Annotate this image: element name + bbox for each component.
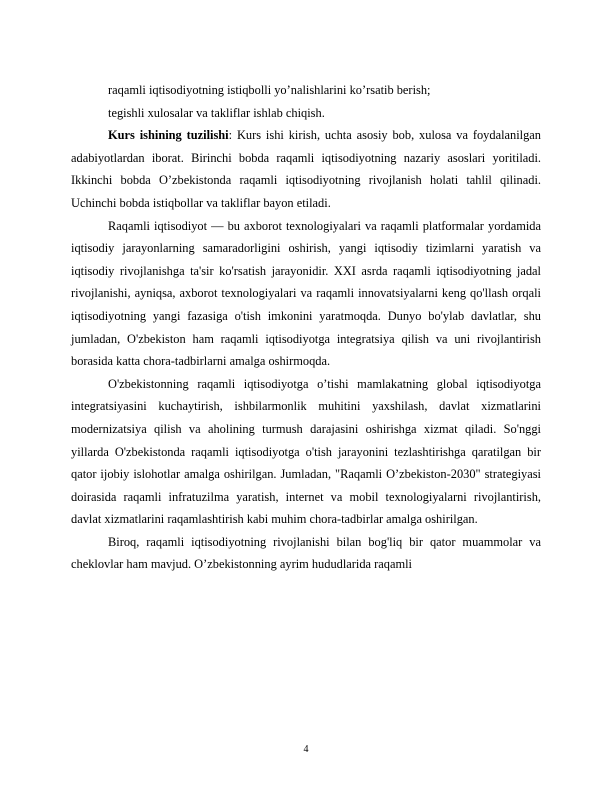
structure-paragraph bbox=[71, 124, 541, 214]
body-paragraph: O'zbekistonning raqamli iqtisodiyotga o’tishi mamlakatning global iqtisodiyotga integratsiyasini kuchaytirish, ishbilarmonlik muhitini yaxshilash, davlat xizmatlarini modernizatsiya qilish va aholining turmush darajasini oshirishga xizmat qiladi. So'nggi yillarda O'zbekistonda raqamli iqtisodiyotga o'tish jarayonini tezlashtirishga qaratilgan bir qator ijobiy islohotlar amalga oshirilgan. Jumladan, "Raqamli O’zbekiston-2030" strategiyasi doirasida raqamli infratuzilma yaratish, internet va mobil texnologiyalarni rivojlantirish, davlat xizmatlarini raqamlashtirish kabi muhim chora-tadbirlar amalga oshirilgan. bbox=[71, 376, 541, 527]
list-item: tegishli xulosalar va takliflar ishlab chiqish. bbox=[108, 105, 325, 120]
page-number: 4 bbox=[303, 744, 309, 755]
page-content bbox=[71, 79, 541, 576]
body-paragraph: Biroq, raqamli iqtisodiyotning rivojlanishi bilan bog'liq bir qator muammolar va cheklovlar ham mavjud. O’zbekistonning ayrim hududlarida raqamli bbox=[71, 534, 541, 572]
structure-label: Kurs ishining tuzilishi bbox=[108, 128, 229, 143]
list-item: raqamli iqtisodiyotning istiqbolli yo’nalishlarini ko’rsatib berish; bbox=[108, 83, 431, 97]
body-paragraph: Raqamli iqtisodiyot — bu axborot texnologiyalari va raqamli platformalar yordamida iqtisodiy jarayonlarning samaradorligini oshirish, yangi iqtisodiy tizimlarni yaratish va iqtisodiy rivojlanishga ta'sir ko'rsatish jarayonidir. XXI asrda raqamli iqtisodiyotning jadal rivojlanishi, ayniqsa, axborot texnologiyalari va raqamli innovatsiyalarni keng qo'llash orqali iqtisodiyotning yangi fazasiga o'tish imkonini yaratmoqda. Dunyo bo'ylab davlatlar, shu jumladan, O'zbekiston ham raqamli iqtisodiyotga integratsiya qilish va uni rivojlantirish borasida katta chora-tadbirlarni amalga oshirmoqda. bbox=[71, 218, 541, 369]
structure-text: : Kurs ishi kirish, uchta asosiy bob, xulosa va foydalanilgan adabiyotlardan iborat. Birinchi bobda raqamli iqtisodiyotning nazariy asoslari yoritiladi. Ikkinchi bobda O’zbekistonda raqamli iqtisodiyotning rivojlanish holati tahlil qilinadi. Uchinchi bobda istiqbollar va takliflar bayon etiladi. bbox=[71, 128, 541, 210]
